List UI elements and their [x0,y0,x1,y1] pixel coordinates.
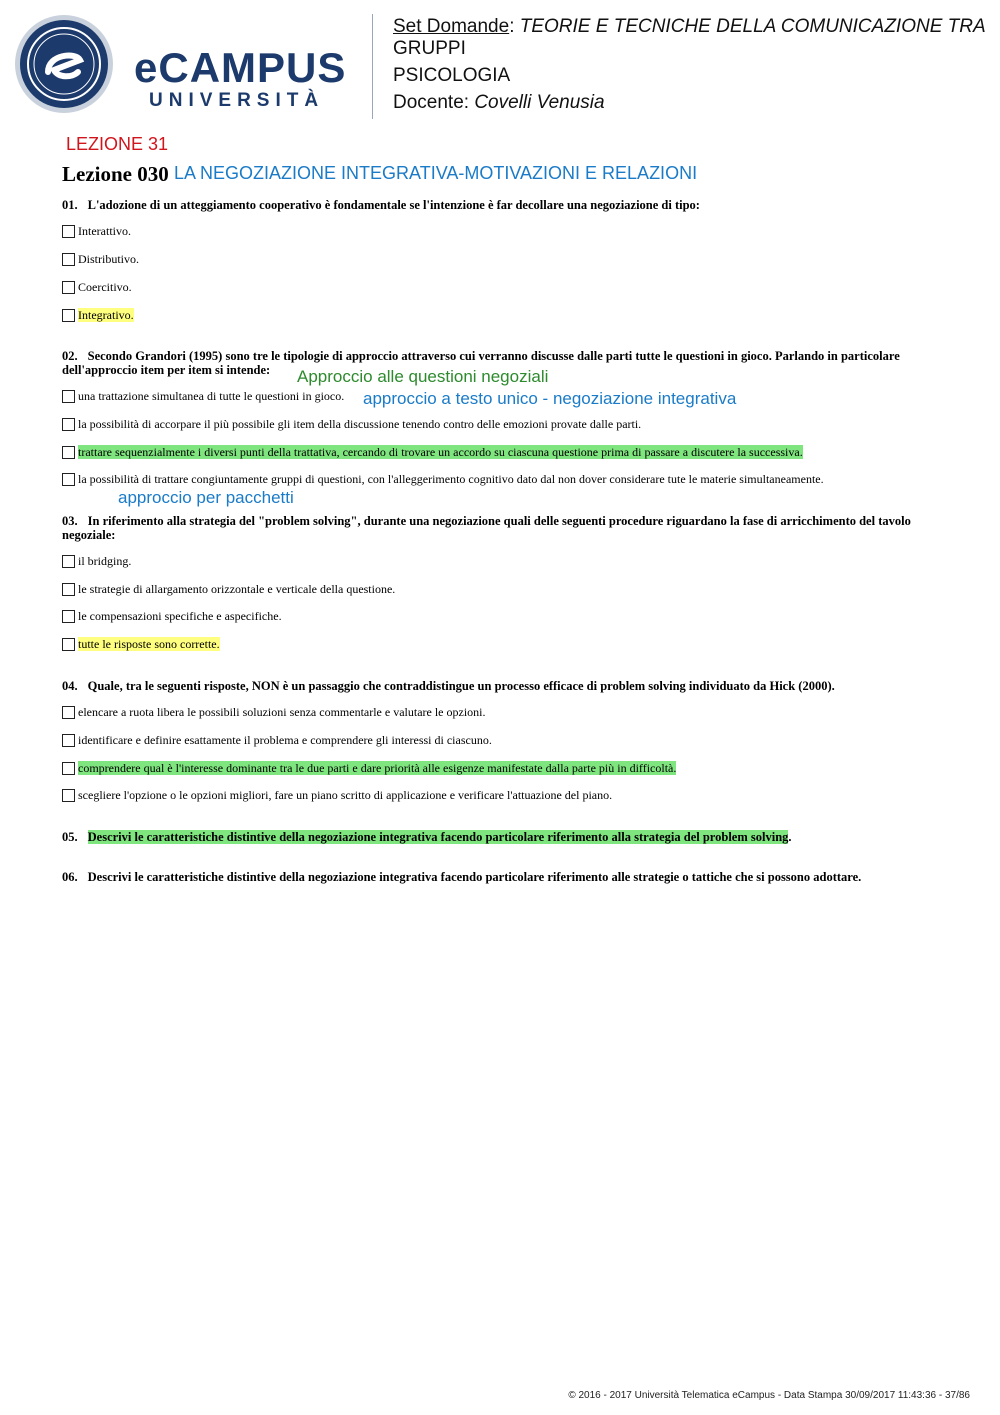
answer-option[interactable]: scegliere l'opzione o le opzioni migliori, fare un piano scritto di applicazione e verificare l'attuazione del piano. [62,787,612,803]
answer-option-correct[interactable]: Integrativo. [62,307,134,323]
annotation-approcci: Approccio alle questioni negoziali [297,367,549,386]
answer-option-correct[interactable]: comprendere qual è l'interesse dominante tra le due parti e dare priorità alle esigenze manifestate dalla parte più in difficoltà. [62,760,676,776]
answer-option[interactable]: il bridging. [62,553,131,569]
question-text: In riferimento alla strategia del "problem solving", durante una negoziazione quali delle seguenti procedure riguardano la fase di arricchimento del tavolo negoziale: [62,514,911,542]
checkbox[interactable] [62,762,75,775]
checkbox[interactable] [62,789,75,802]
question-02: 02. Secondo Grandori (1995) sono tre le tipologie di approccio attraverso cui verranno discusse dalle parti tutte le questioni in gioco. Parlando in particolare dell'approccio item per item si intende: [62,349,900,377]
answer-option[interactable]: Coercitivo. [62,279,132,295]
answer-option[interactable]: identificare e definire esattamente il problema e comprendere gli interessi di ciascuno. [62,732,492,748]
checkbox[interactable] [62,583,75,596]
checkbox[interactable] [62,555,75,568]
question-text: Descrivi le caratteristiche distintive della negoziazione integrativa facendo particolare riferimento alle strategie o tattiche che si possono adottare. [87,870,862,884]
lesson-subtitle: LA NEGOZIAZIONE INTEGRATIVA-MOTIVAZIONI E RELAZIONI [174,163,698,183]
checkbox[interactable] [62,253,75,266]
logo-text: eCAMPUS [134,44,347,91]
checkbox[interactable] [62,225,75,238]
set-label: Set Domande [393,16,510,37]
question-text: L'adozione di un atteggiamento cooperativo è fondamentale se l'intenzione è far decollare una negoziazione di tipo: [87,198,700,212]
answer-option[interactable]: elencare a ruota libera le possibili soluzioni senza commentarle e valutare le opzioni. [62,704,486,720]
answer-option[interactable]: le strategie di allargamento orizzontale e verticale della questione. [62,581,395,597]
answer-option[interactable]: una trattazione simultanea di tutte le questioni in gioco. [62,388,344,404]
question-04: 04. Quale, tra le seguenti risposte, NON è un passaggio che contraddistingue un processo efficace di problem solving individuato da Hick (2000). [62,679,835,693]
checkbox[interactable] [62,309,75,322]
answer-option-correct[interactable]: tutte le risposte sono corrette. [62,636,220,652]
set-title-line1: Set Domande: TEORIE E TECNICHE DELLA COMUNICAZIONE TRA [393,16,986,37]
answer-option[interactable]: Distributivo. [62,251,139,267]
answer-option[interactable]: Interattivo. [62,223,131,239]
header-divider [372,14,373,119]
checkbox[interactable] [62,638,75,651]
ecampus-logo [14,14,359,119]
checkbox[interactable] [62,418,75,431]
university-seal-icon [14,14,114,114]
question-text: Quale, tra le seguenti risposte, NON è un passaggio che contraddistingue un processo efficace di problem solving individuato da Hick (2000). [87,679,835,693]
checkbox[interactable] [62,473,75,486]
question-text: Secondo Grandori (1995) sono tre le tipologie di approccio attraverso cui verranno discusse dalle parti tutte le questioni in gioco. Parlando in particolare dell'approccio item per item si intende: [62,349,900,377]
question-03: 03. In riferimento alla strategia del "problem solving", durante una negoziazione quali delle seguenti procedure riguardano la fase di arricchimento del tavolo negoziale: [62,514,911,542]
lesson-title: Lezione 030 [62,162,169,186]
answer-option-correct[interactable]: trattare sequenzialmente i diversi punti della trattativa, cercando di trovare un accordo su ciascuna questione prima di passare a discutere la successiva. [62,444,803,460]
answer-option[interactable]: la possibilità di accorpare il più possibile gli item della discussione tenendo contro delle emozioni provate dalle parti. [62,416,641,432]
docente-name: Covelli Venusia [474,92,605,113]
docente-label: Docente: [393,92,470,113]
checkbox[interactable] [62,706,75,719]
question-01: 01. L'adozione di un atteggiamento cooperativo è fondamentale se l'intenzione è far decollare una negoziazione di tipo: [62,198,700,212]
checkbox[interactable] [62,734,75,747]
lezione-annotation: LEZIONE 31 [66,134,169,154]
checkbox[interactable] [62,281,75,294]
set-title-line2: GRUPPI [393,38,466,59]
checkbox[interactable] [62,390,75,403]
checkbox[interactable] [62,446,75,459]
page-footer: © 2016 - 2017 Università Telematica eCampus - Data Stampa 30/09/2017 11:43:36 - 37/86 [568,1390,970,1401]
answer-option[interactable]: la possibilità di trattare congiuntamente gruppi di questioni, con l'alleggerimento cognitivo dato dal non dover considerare tute le materie simultaneamente. [62,471,824,487]
question-05: 05. Descrivi le caratteristiche distintive della negoziazione integrativa facendo particolare riferimento alla strategia del problem solving. [62,830,792,844]
question-text: Descrivi le caratteristiche distintive della negoziazione integrativa facendo particolare riferimento alla strategia del problem solving [87,830,789,844]
annotation-testo-unico: approccio a testo unico - negoziazione integrativa [363,389,737,408]
question-06: 06. Descrivi le caratteristiche distintive della negoziazione integrativa facendo particolare riferimento alle strategie o tattiche che si possono adottare. [62,870,862,884]
checkbox[interactable] [62,610,75,623]
answer-option[interactable]: le compensazioni specifiche e aspecifiche. [62,608,282,624]
set-title: TEORIE E TECNICHE DELLA COMUNICAZIONE TRA [519,16,986,37]
logo-subtext: UNIVERSITÀ [149,90,325,111]
annotation-pacchetti: approccio per pacchetti [118,488,294,507]
docente-line [393,92,605,114]
course-name: PSICOLOGIA [393,65,511,86]
